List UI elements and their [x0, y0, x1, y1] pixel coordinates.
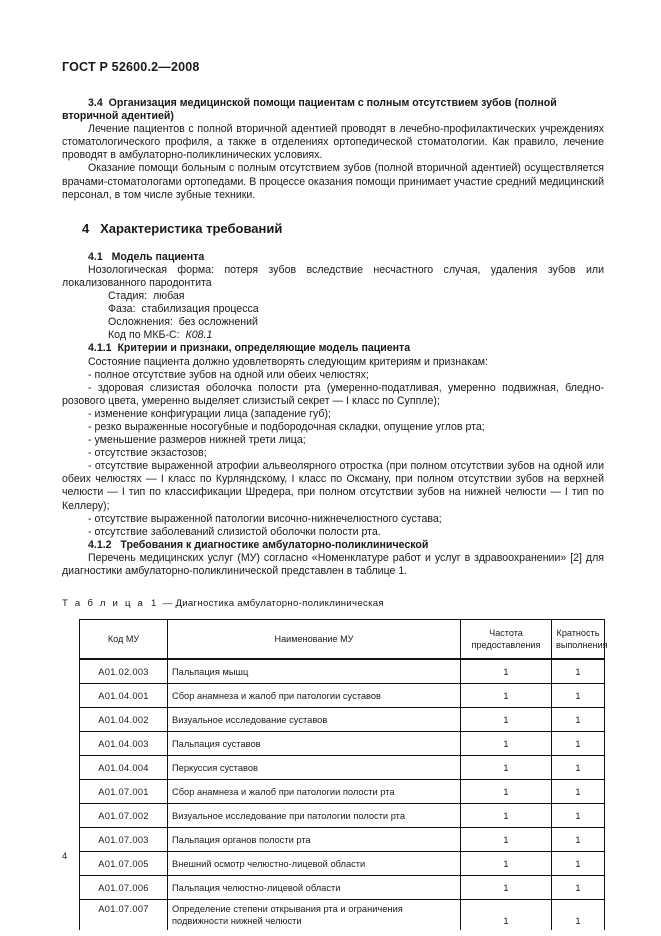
column-header-code: Код МУ — [80, 620, 168, 660]
criterion-item: - полное отсутствие зубов на одной или обеих челюстях; — [88, 368, 369, 381]
table-row — [80, 900, 605, 931]
table-header — [80, 620, 608, 660]
spacer — [62, 578, 604, 597]
criterion-item: - уменьшение размеров нижней трети лица; — [88, 434, 306, 447]
table-caption-label: Т а б л и ц а — [62, 598, 146, 610]
cell-multiplicity: 1 — [552, 876, 605, 900]
nosology-form: Нозологическая форма: потеря зубов вследствие несчастного случая, удаления зубов или локализованного пародонтита — [62, 263, 604, 289]
table-row — [80, 732, 605, 756]
table-diagnostics-outpatient — [79, 619, 608, 930]
cell-code: А01.04.004 — [80, 756, 168, 780]
cell-name: Визуальное исследование при патологии полости рта — [168, 804, 461, 828]
section-3-4-heading — [62, 97, 604, 123]
cell-multiplicity: 1 — [552, 756, 605, 780]
field-stage-value: любая — [152, 290, 185, 303]
table-row — [80, 852, 605, 876]
section-4-1-2-number: 4.1.2 — [88, 538, 112, 551]
cell-multiplicity: 1 — [552, 732, 605, 756]
cell-multiplicity: 1 — [552, 804, 605, 828]
section-4-1-2-paragraph: Перечень медицинских услуг (МУ) согласно «Номенклатуре работ и услуг в здравоохранении» [2] для диагностики амбулаторно-поликлинической представлен в таблице 1. — [62, 551, 604, 577]
field-complications-value: без осложнений — [178, 316, 258, 329]
criterion-item: - изменение конфигурации лица (западение губ); — [88, 407, 331, 420]
cell-code: А01.04.002 — [80, 708, 168, 732]
section-4-1-title: Модель пациента — [111, 250, 205, 263]
field-complications — [62, 316, 604, 329]
table-row — [80, 708, 605, 732]
cell-frequency: 1 — [461, 852, 552, 876]
cell-multiplicity: 1 — [552, 828, 605, 852]
criterion-item: - отсутствие экзастозов; — [88, 447, 207, 460]
section-4-1-1-title: Критерии и признаки, определяющие модель пациента — [117, 342, 411, 355]
spacer — [62, 610, 604, 619]
cell-frequency: 1 — [461, 684, 552, 708]
table-row — [80, 804, 605, 828]
criteria-intro: Состояние пациента должно удовлетворять следующим критериям и признакам: — [88, 355, 488, 368]
column-header-name: Наименование МУ — [168, 620, 461, 660]
criterion-item: - здоровая слизистая оболочка полости рта (умеренно-податливая, умеренно подвижная, бледно-розового цвета, умеренно выделяет слизистый секрет — I класс по Суппле); — [62, 381, 604, 407]
section-3-4-title: Организация медицинской помощи пациентам с полным отсутствием зубов (полной вторичной адентией) — [62, 97, 557, 123]
field-icd-code — [62, 329, 604, 342]
table-caption-number: 1 — [151, 598, 157, 610]
section-4-1-number: 4.1 — [88, 250, 103, 263]
table-row — [80, 828, 605, 852]
section-4-title: Характеристика требований — [100, 220, 283, 236]
criterion-item: - резко выраженные носогубные и подбородочная складки, опущение углов рта; — [88, 420, 485, 433]
criterion-item: - отсутствие выраженной патологии височно-нижнечелюстного сустава; — [88, 512, 442, 525]
cell-frequency: 1 — [461, 804, 552, 828]
column-header-multiplicity: Кратность выполнения — [552, 620, 605, 660]
cell-multiplicity: 1 — [552, 852, 605, 876]
cell-frequency: 1 — [461, 708, 552, 732]
section-4-heading — [62, 221, 604, 237]
cell-multiplicity: 1 — [552, 684, 605, 708]
field-phase-value: стабилизация процесса — [141, 303, 259, 316]
cell-name: Сбор анамнеза и жалоб при патологии суставов — [168, 684, 461, 708]
section-4-1-1-heading — [62, 342, 604, 355]
field-stage — [62, 290, 604, 303]
cell-frequency: 1 — [461, 780, 552, 804]
table-body — [80, 659, 605, 930]
field-icd-code-label: Код по МКБ-С: — [108, 329, 180, 342]
cell-name: Пальпация челюстно-лицевой области — [168, 876, 461, 900]
column-header-frequency: Частота предоставления — [461, 620, 552, 660]
table-row — [80, 756, 605, 780]
table-row — [80, 684, 605, 708]
cell-code: А01.07.007 — [80, 900, 168, 931]
cell-multiplicity: 1 — [552, 780, 605, 804]
cell-code: А01.07.002 — [80, 804, 168, 828]
section-3-4-paragraph-2: Оказание помощи больным с полным отсутствием зубов (полной вторичной адентией) осуществляется врачами-стоматологами ортопедами. В процессе оказания помощи принимает участие средний медицинский персонал, в том числе зубные техники. — [62, 162, 604, 201]
section-4-1-1-number: 4.1.1 — [88, 342, 112, 355]
cell-code: А01.07.001 — [80, 780, 168, 804]
cell-frequency: 1 — [461, 659, 552, 684]
cell-code: А01.04.003 — [80, 732, 168, 756]
field-icd-code-value: К08.1 — [185, 329, 213, 342]
section-3-4-paragraph-1: Лечение пациентов с полной вторичной адентией проводят в лечебно-профилактических учреждениях стоматологического профиля, а также в отделениях ортопедической стоматологии. Как правило, лечение проводят в амбулаторно-поликлинических условиях. — [62, 123, 604, 162]
section-3-4-number: 3.4 — [88, 97, 103, 109]
section-4-1-2-title: Требования к диагностике амбулаторно-поликлинической — [120, 538, 429, 551]
cell-name: Перкуссия суставов — [168, 756, 461, 780]
cell-multiplicity: 1 — [552, 659, 605, 684]
section-4-1-heading — [62, 251, 604, 264]
table-row — [80, 780, 605, 804]
cell-name: Пальпация мышц — [168, 659, 461, 684]
table-1-caption — [62, 597, 604, 610]
cell-code: А01.04.001 — [80, 684, 168, 708]
field-complications-label: Осложнения: — [108, 316, 173, 329]
spacer — [62, 202, 604, 221]
cell-code: А01.07.006 — [80, 876, 168, 900]
section-4-number: 4 — [82, 220, 90, 236]
cell-frequency: 1 — [461, 756, 552, 780]
table-row — [80, 876, 605, 900]
cell-multiplicity: 1 — [552, 708, 605, 732]
cell-code: А01.07.005 — [80, 852, 168, 876]
spacer — [62, 237, 604, 251]
standard-header: ГОСТ Р 52600.2—2008 — [62, 60, 200, 74]
cell-name: Внешний осмотр челюстно-лицевой области — [168, 852, 461, 876]
page-number: 4 — [62, 850, 68, 861]
cell-code: А01.02.003 — [80, 659, 168, 684]
table-row — [80, 659, 605, 684]
cell-name: Сбор анамнеза и жалоб при патологии полости рта — [168, 780, 461, 804]
cell-name: Пальпация органов полости рта — [168, 828, 461, 852]
criterion-item: - отсутствие выраженной атрофии альвеолярного отростка (при полном отсутствии зубов на одной или обеих челюстях — I класс по Курляндскому, I класс по Оксману, при полном отсутствии зубов на верхней челюсти — I тип по классификации Шредера, при полном отсутствии зубов на нижней челюсти — I тип по Келлеру); — [62, 460, 604, 512]
cell-frequency: 1 — [461, 876, 552, 900]
cell-name: Визуальное исследование суставов — [168, 708, 461, 732]
table-caption-text: — Диагностика амбулаторно-поликлиническая — [162, 598, 384, 610]
field-stage-label: Стадия: — [108, 290, 148, 303]
cell-frequency: 1 — [461, 732, 552, 756]
section-4-1-2-heading — [62, 539, 604, 552]
cell-frequency: 1 — [461, 828, 552, 852]
cell-frequency: 1 — [461, 900, 552, 931]
cell-multiplicity: 1 — [552, 900, 605, 931]
cell-name: Определение степени открывания рта и ограничения подвижности нижней челюсти — [168, 900, 461, 931]
field-phase-label: Фаза: — [108, 303, 136, 316]
table-header-row — [80, 620, 605, 660]
field-phase — [62, 303, 604, 316]
page-content — [62, 60, 608, 930]
cell-name: Пальпация суставов — [168, 732, 461, 756]
cell-code: А01.07.003 — [80, 828, 168, 852]
criterion-item: - отсутствие заболеваний слизистой оболочки полости рта. — [88, 525, 381, 538]
